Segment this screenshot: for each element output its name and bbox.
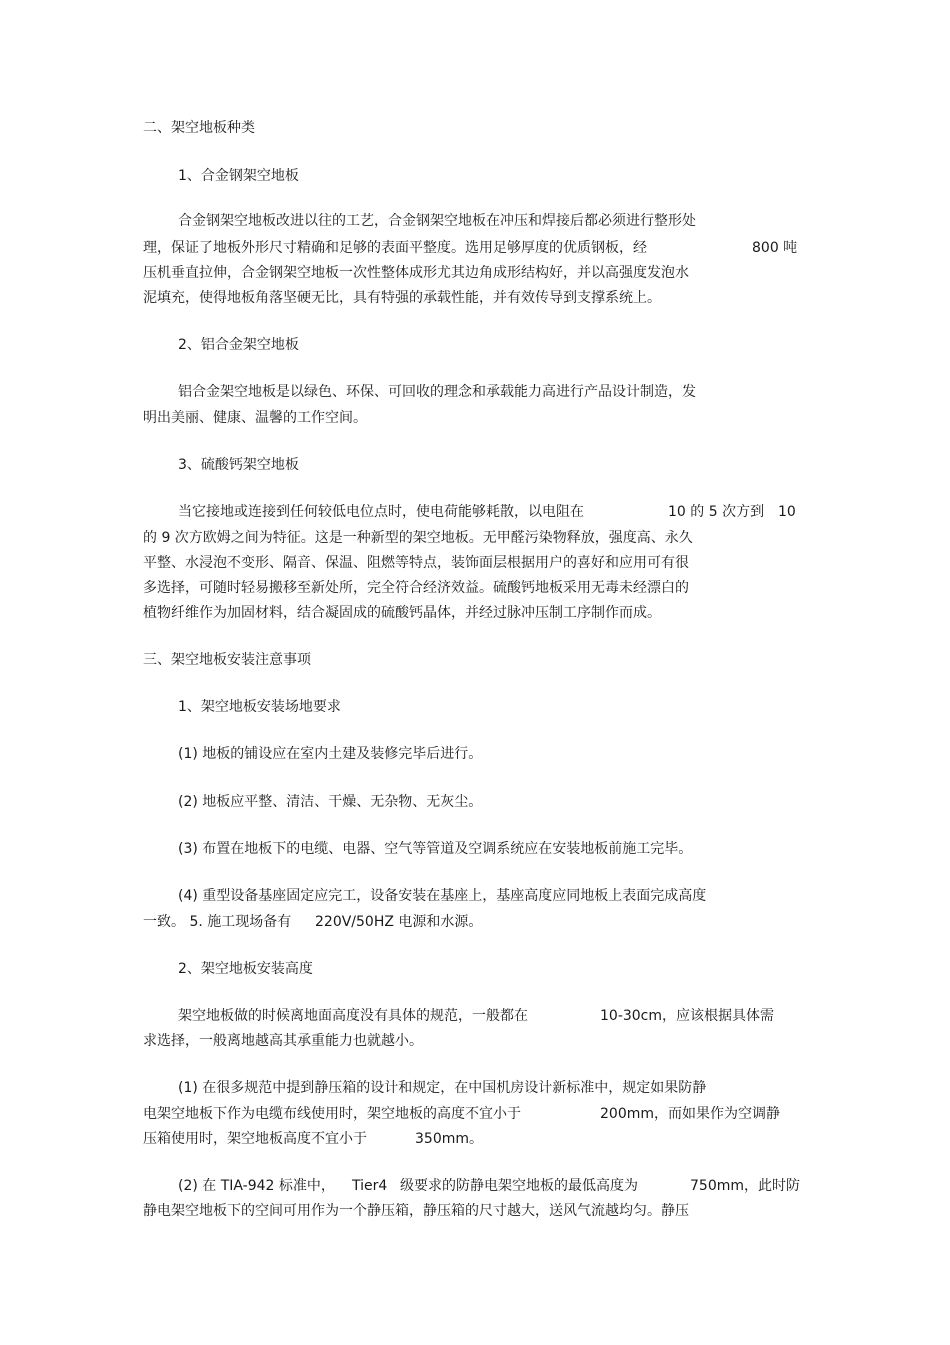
text-fragment: Tier4	[352, 1178, 388, 1194]
list-item: (3) 布置在地板下的电缆、电器、空气等管道及空调系统应在安装地板前施工完毕。	[178, 841, 693, 857]
text-fragment: 220V/50HZ 电源和水源。	[315, 914, 483, 930]
section-heading: 二、架空地板种类	[143, 120, 255, 136]
sub-heading: 3、硫酸钙架空地板	[178, 457, 299, 473]
sub-heading: 2、架空地板安装高度	[178, 961, 313, 977]
text-line: 泥填充，使得地板角落坚硬无比，具有特强的承载性能，并有效传导到支撑系统上。	[143, 290, 661, 306]
list-item: (1) 地板的铺设应在室内土建及装修完毕后进行。	[178, 746, 483, 762]
text-fragment: 750mm，此时防	[690, 1178, 800, 1194]
text-line: 理，保证了地板外形尺寸精确和足够的表面平整度。选用足够厚度的优质钢板，经	[143, 240, 647, 256]
list-item: (2) 在 TIA-942 标准中，	[178, 1178, 335, 1194]
text-line: 的 9 次方欧姆之间为特征。这是一种新型的架空地板。无甲醛污染物释放，强度高、永久	[143, 530, 693, 546]
text-line: 压机垂直拉伸，合金钢架空地板一次性整体成形尤其边角成形结构好，并以高强度发泡水	[143, 265, 689, 281]
sub-heading: 1、架空地板安装场地要求	[178, 699, 341, 715]
text-line: 多选择，可随时轻易搬移至新处所，完全符合经济效益。硫酸钙地板采用无毒未经漂白的	[143, 580, 689, 596]
text-fragment: 350mm。	[415, 1131, 483, 1147]
text-fragment: 800 吨	[752, 240, 798, 256]
sub-heading: 1、合金钢架空地板	[178, 168, 299, 184]
text-fragment: 10-30cm，应该根据具体需	[600, 1008, 775, 1024]
text-fragment: 10 的 5 次方到	[668, 504, 765, 520]
text-fragment: 200mm，	[600, 1106, 668, 1122]
text-line: 明出美丽、健康、温馨的工作空间。	[143, 410, 367, 426]
text-line: 植物纤维作为加固材料，结合凝固成的硫酸钙晶体，并经过脉冲压制工序制作而成。	[143, 605, 661, 621]
text-line: 铝合金架空地板是以绿色、环保、可回收的理念和承载能力高进行产品设计制造，发	[178, 384, 696, 400]
text-fragment: 而如果作为空调静	[668, 1106, 780, 1122]
text-line: 静电架空地板下的空间可用作为一个静压箱，静压箱的尺寸越大，送风气流越均匀。静压	[143, 1203, 689, 1219]
section-heading: 三、架空地板安装注意事项	[143, 652, 311, 668]
text-line: 架空地板做的时候离地面高度没有具体的规范，一般都在	[178, 1008, 528, 1024]
text-line: 一致。 5. 施工现场备有	[143, 914, 292, 930]
text-fragment: 10	[778, 504, 796, 520]
text-line: 合金钢架空地板改进以往的工艺，合金钢架空地板在冲压和焊接后都必须进行整形处	[178, 213, 696, 229]
text-line: 平整、水浸泡不变形、隔音、保温、阻燃等特点，装饰面层根据用户的喜好和应用可有很	[143, 555, 689, 571]
list-item: (4) 重型设备基座固定应完工，设备安装在基座上，基座高度应同地板上表面完成高度	[178, 888, 707, 904]
list-item: (2) 地板应平整、清洁、干燥、无杂物、无灰尘。	[178, 794, 483, 810]
text-line: 求选择，一般离地越高其承重能力也就越小。	[143, 1033, 423, 1049]
text-line: 电架空地板下作为电缆布线使用时，架空地板的高度不宜小于	[143, 1106, 521, 1122]
list-item: (1) 在很多规范中提到静压箱的设计和规定，在中国机房设计新标准中，规定如果防静	[178, 1080, 707, 1096]
text-fragment: 级要求的防静电架空地板的最低高度为	[400, 1178, 638, 1194]
text-line: 当它接地或连接到任何较低电位点时，使电荷能够耗散，以电阻在	[178, 504, 584, 520]
sub-heading: 2、铝合金架空地板	[178, 337, 299, 353]
text-line: 压箱使用时，架空地板高度不宜小于	[143, 1131, 367, 1147]
